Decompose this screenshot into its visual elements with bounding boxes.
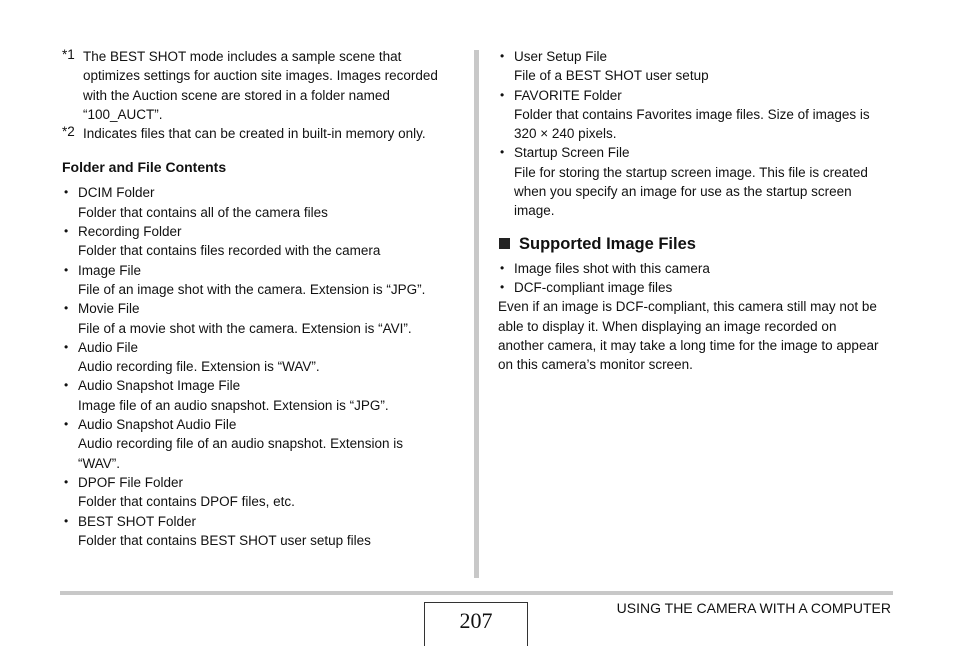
- left-column: [62, 47, 462, 550]
- item-title: Audio Snapshot Image File: [78, 378, 241, 394]
- item-desc: Audio recording file. Extension is “WAV”.: [78, 359, 320, 375]
- item-desc: File of a BEST SHOT user setup: [514, 68, 709, 84]
- item-title: BEST SHOT Folder: [78, 513, 197, 529]
- bullet-icon: •: [64, 513, 69, 528]
- item-desc: File of an image shot with the camera. Extension is “JPG”.: [78, 281, 426, 297]
- list-item: [498, 259, 898, 278]
- item-desc: Audio recording file of an audio snapshot. Extension is: [78, 436, 403, 452]
- item-title: Audio Snapshot Audio File: [78, 417, 237, 433]
- item-title: Audio File: [78, 339, 139, 355]
- list-item: [62, 376, 462, 415]
- section-heading-text: Supported Image Files: [519, 234, 696, 253]
- square-bullet-icon: [499, 238, 510, 249]
- footnote-mark: *1: [62, 47, 75, 62]
- column-divider: [474, 50, 479, 578]
- bullet-icon: •: [64, 301, 69, 316]
- list-item: [62, 473, 462, 512]
- item-title: DPOF File Folder: [78, 474, 184, 490]
- footer-divider: [60, 591, 893, 595]
- item-desc: Folder that contains BEST SHOT user setup files: [78, 532, 371, 548]
- paragraph-line: able to display it. When displaying an image recorded on: [498, 318, 837, 334]
- item-desc: File for storing the startup screen image. This file is created: [514, 164, 868, 180]
- item-title: DCF-compliant image files: [514, 279, 673, 295]
- supported-paragraph: [498, 297, 898, 374]
- folder-list: [62, 183, 462, 550]
- bullet-icon: •: [64, 262, 69, 277]
- bullet-icon: •: [64, 378, 69, 393]
- bullet-icon: •: [500, 260, 505, 275]
- bullet-icon: •: [500, 279, 505, 294]
- right-column: [498, 47, 898, 374]
- item-desc: “WAV”.: [78, 455, 120, 471]
- paragraph-line: on this camera’s monitor screen.: [498, 357, 693, 373]
- item-title: Recording Folder: [78, 224, 182, 240]
- bullet-icon: •: [64, 185, 69, 200]
- item-title: Image files shot with this camera: [514, 260, 710, 276]
- item-desc: File of a movie shot with the camera. Extension is “AVI”.: [78, 320, 412, 336]
- footnote-line: Indicates files that can be created in built-in memory only.: [83, 126, 426, 142]
- item-title: Movie File: [78, 301, 140, 317]
- item-desc: Folder that contains DPOF files, etc.: [78, 494, 295, 510]
- page-number-box: [424, 602, 528, 646]
- list-item: [62, 299, 462, 338]
- chapter-label: USING THE CAMERA WITH A COMPUTER: [616, 600, 891, 616]
- footnote-line: The BEST SHOT mode includes a sample scene that: [83, 49, 402, 64]
- list-item: [62, 222, 462, 261]
- bullet-icon: •: [64, 224, 69, 239]
- paragraph-line: Even if an image is DCF-compliant, this camera still may not be: [498, 299, 877, 315]
- bullet-icon: •: [500, 49, 505, 63]
- item-desc: Folder that contains Favorites image files. Size of images is: [514, 106, 870, 122]
- footnote-line: with the Auction scene are stored in a folder named: [83, 87, 390, 103]
- item-title: User Setup File: [514, 49, 608, 64]
- item-title: Image File: [78, 262, 142, 278]
- footnote-1: [62, 47, 462, 124]
- supported-list: [498, 259, 898, 298]
- item-desc: Folder that contains files recorded with the camera: [78, 243, 381, 259]
- item-title: DCIM Folder: [78, 185, 155, 201]
- page-number: 207: [459, 608, 493, 633]
- bullet-icon: •: [64, 417, 69, 432]
- footnote-line: optimizes settings for auction site images. Images recorded: [83, 68, 438, 84]
- bullet-icon: •: [500, 145, 505, 160]
- item-desc: when you specify an image for use as the startup screen: [514, 184, 852, 200]
- list-item: [498, 143, 898, 220]
- footnote-mark: *2: [62, 124, 75, 140]
- list-item: [62, 512, 462, 551]
- bullet-icon: •: [500, 87, 505, 102]
- item-title: FAVORITE Folder: [514, 87, 622, 103]
- section-heading-folder-contents: Folder and File Contents: [62, 159, 227, 176]
- list-item: [62, 415, 462, 473]
- paragraph-line: another camera, it may take a long time for the image to appear: [498, 337, 879, 353]
- list-item: [498, 278, 898, 297]
- bullet-icon: •: [64, 474, 69, 489]
- folder-list-continued: [498, 47, 898, 221]
- list-item: [62, 338, 462, 377]
- list-item: [498, 47, 898, 86]
- bullet-icon: •: [64, 339, 69, 354]
- footnote-line: “100_AUCT”.: [83, 106, 163, 122]
- footnote-2: [62, 124, 462, 143]
- item-desc: 320 × 240 pixels.: [514, 126, 617, 142]
- section-heading-supported-files: [498, 233, 898, 255]
- list-item: [62, 183, 462, 222]
- item-desc: Folder that contains all of the camera files: [78, 204, 328, 220]
- item-title: Startup Screen File: [514, 145, 630, 161]
- list-item: [498, 86, 898, 144]
- list-item: [62, 261, 462, 300]
- item-desc: Image file of an audio snapshot. Extension is “JPG”.: [78, 397, 389, 413]
- item-desc: image.: [514, 203, 555, 219]
